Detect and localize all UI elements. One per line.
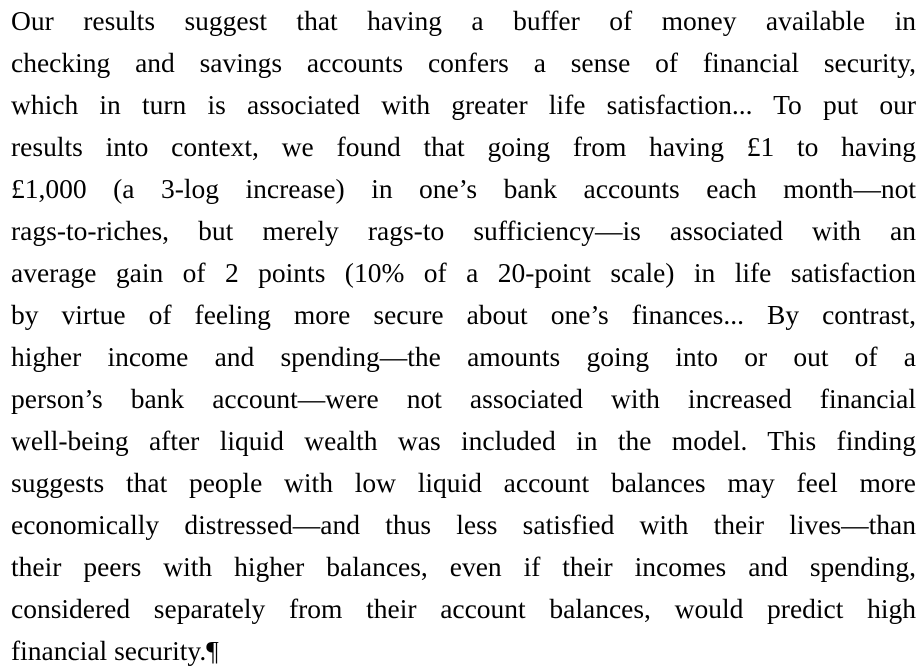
- text-line: their peers with higher balances, even if their incomes and spending,: [11, 551, 916, 582]
- text-line: £1,000 (a 3-log increase) in one’s bank accounts each month—not: [11, 173, 916, 204]
- text-line: average gain of 2 points (10% of a 20-point scale) in life satisfaction: [11, 257, 916, 288]
- text-line: person’s bank account—were not associated with increased financial: [11, 383, 916, 414]
- quote-paragraph: [11, 0, 916, 672]
- text-line-last: financial security.¶: [11, 635, 219, 666]
- text-line: which in turn is associated with greater life satisfaction... To put our: [11, 89, 916, 120]
- text-line: economically distressed—and thus less satisfied with their lives—than: [11, 509, 916, 540]
- text-line: well-being after liquid wealth was included in the model. This finding: [11, 425, 916, 456]
- text-line: checking and savings accounts confers a sense of financial security,: [11, 47, 916, 78]
- text-line: considered separately from their account balances, would predict high: [11, 593, 916, 624]
- text-line: higher income and spending—the amounts going into or out of a: [11, 341, 916, 372]
- text-line: rags-to-riches, but merely rags-to sufficiency—is associated with an: [11, 215, 916, 246]
- text-line: by virtue of feeling more secure about one’s finances... By contrast,: [11, 299, 916, 330]
- text-line: suggests that people with low liquid account balances may feel more: [11, 467, 916, 498]
- text-line: Our results suggest that having a buffer of money available in: [11, 5, 916, 36]
- document-body: [11, 0, 916, 672]
- text-line: results into context, we found that going from having £1 to having: [11, 131, 916, 162]
